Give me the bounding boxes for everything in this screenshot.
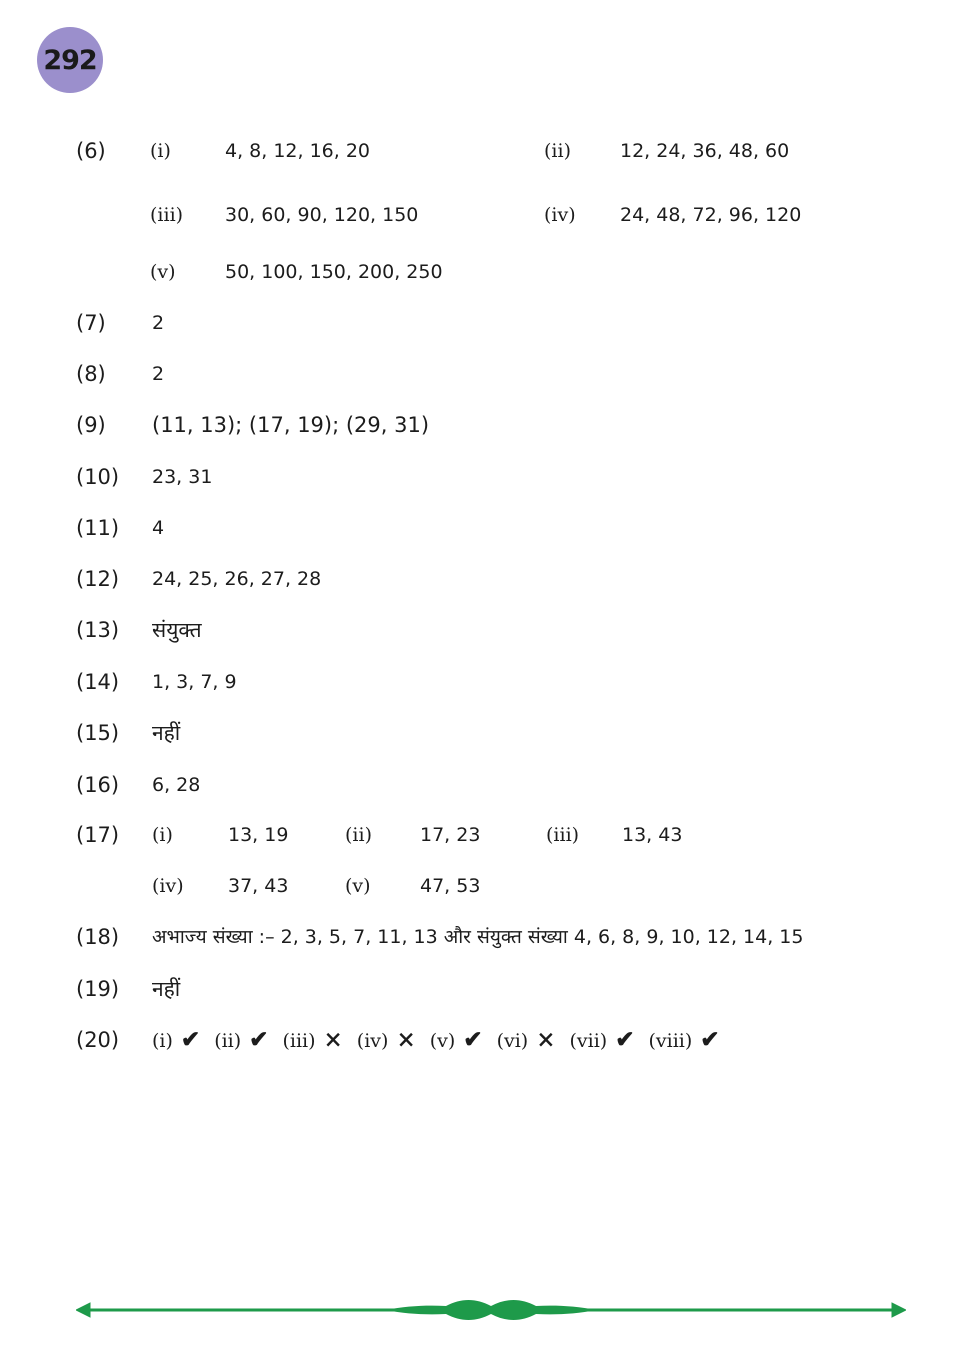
check-icon: ✔ bbox=[249, 1026, 269, 1053]
question-number: (18) bbox=[76, 925, 120, 949]
sub-label: (v) bbox=[429, 1030, 456, 1052]
sub-label: (iv) bbox=[152, 875, 184, 897]
cross-icon: × bbox=[536, 1026, 556, 1053]
sub-answer: 12, 24, 36, 48, 60 bbox=[620, 140, 790, 162]
question-number: (20) bbox=[76, 1028, 120, 1052]
sub-answer: 13, 43 bbox=[622, 824, 683, 846]
answer-14 bbox=[0, 666, 956, 700]
sub-answer: 17, 23 bbox=[420, 824, 481, 846]
check-icon: ✔ bbox=[180, 1026, 201, 1053]
sub-label: (iii) bbox=[282, 1030, 316, 1052]
answer-6-row-2 bbox=[0, 199, 956, 233]
sub-label: (ii) bbox=[214, 1030, 242, 1052]
ornament-divider-icon bbox=[76, 1292, 906, 1328]
answer-13 bbox=[0, 614, 956, 648]
sub-label: (iv) bbox=[544, 204, 576, 226]
answer-19 bbox=[0, 973, 956, 1007]
sub-answer: 37, 43 bbox=[228, 875, 289, 897]
check-icon: ✔ bbox=[615, 1026, 635, 1053]
answer-text: नहीं bbox=[152, 977, 181, 1001]
sub-label: (iv) bbox=[356, 1030, 389, 1052]
question-number: (6) bbox=[76, 139, 106, 163]
answer-text: 6, 28 bbox=[152, 774, 201, 796]
question-number: (15) bbox=[76, 721, 120, 745]
sub-answer: 30, 60, 90, 120, 150 bbox=[225, 204, 419, 226]
tf-item bbox=[497, 1024, 556, 1057]
question-number: (17) bbox=[76, 823, 120, 847]
sub-answer: 13, 19 bbox=[228, 824, 289, 846]
check-icon: ✔ bbox=[700, 1026, 720, 1053]
answer-text: 4 bbox=[152, 517, 165, 539]
answer-text: संयुक्त bbox=[152, 618, 202, 642]
answer-text: (11, 13); (17, 19); (29, 31) bbox=[152, 413, 430, 437]
answer-8 bbox=[0, 358, 956, 392]
sub-label: (i) bbox=[152, 824, 173, 846]
sub-label: (i) bbox=[152, 1030, 173, 1052]
check-icon: ✔ bbox=[463, 1026, 483, 1053]
sub-answer: 47, 53 bbox=[420, 875, 481, 897]
question-number: (12) bbox=[76, 567, 120, 591]
sub-label: (iii) bbox=[546, 824, 580, 846]
answer-text: अभाज्य संख्या :– 2, 3, 5, 7, 11, 13 और संयुक्त संख्या 4, 6, 8, 9, 10, 12, 14, 15 bbox=[152, 926, 804, 948]
answer-17-row-1 bbox=[0, 819, 956, 853]
answer-16 bbox=[0, 769, 956, 803]
question-number: (8) bbox=[76, 362, 106, 386]
answer-12 bbox=[0, 563, 956, 597]
sub-answer: 50, 100, 150, 200, 250 bbox=[225, 261, 443, 283]
true-false-list bbox=[152, 1024, 734, 1057]
sub-label: (vi) bbox=[496, 1030, 529, 1052]
sub-label: (ii) bbox=[345, 824, 372, 846]
answer-10 bbox=[0, 461, 956, 495]
tf-item bbox=[152, 1024, 200, 1057]
page-number: 292 bbox=[43, 45, 97, 76]
tf-item bbox=[282, 1024, 342, 1057]
answer-20 bbox=[0, 1024, 956, 1058]
sub-label: (v) bbox=[345, 875, 371, 897]
answer-text: 2 bbox=[152, 363, 165, 385]
sub-label: (viii) bbox=[648, 1030, 693, 1052]
page-number-badge bbox=[37, 27, 103, 93]
answer-18 bbox=[0, 921, 956, 955]
answer-text: 2 bbox=[152, 312, 165, 334]
answer-text: 1, 3, 7, 9 bbox=[152, 671, 237, 693]
answer-11 bbox=[0, 512, 956, 546]
answer-text: नहीं bbox=[152, 721, 181, 745]
sub-answer: 4, 8, 12, 16, 20 bbox=[225, 140, 371, 162]
sub-label: (i) bbox=[150, 140, 171, 162]
sub-label: (v) bbox=[150, 261, 176, 283]
tf-item bbox=[430, 1024, 483, 1057]
tf-item bbox=[214, 1024, 268, 1057]
answer-9 bbox=[0, 409, 956, 443]
answer-text: 24, 25, 26, 27, 28 bbox=[152, 568, 322, 590]
answer-6-row-3 bbox=[0, 256, 956, 290]
question-number: (13) bbox=[76, 618, 120, 642]
question-number: (19) bbox=[76, 977, 120, 1001]
sub-label: (iii) bbox=[150, 204, 184, 226]
question-number: (14) bbox=[76, 670, 120, 694]
answer-7 bbox=[0, 307, 956, 341]
answer-17-row-2 bbox=[0, 870, 956, 904]
question-number: (11) bbox=[76, 516, 120, 540]
tf-item bbox=[357, 1024, 416, 1057]
sub-answer: 24, 48, 72, 96, 120 bbox=[620, 204, 802, 226]
question-number: (16) bbox=[76, 773, 120, 797]
answer-text: 23, 31 bbox=[152, 466, 213, 488]
cross-icon: × bbox=[396, 1026, 416, 1053]
question-number: (7) bbox=[76, 311, 106, 335]
sub-label: (ii) bbox=[544, 140, 571, 162]
answer-15 bbox=[0, 717, 956, 751]
cross-icon: × bbox=[323, 1026, 343, 1053]
answer-6-row-1 bbox=[0, 135, 956, 169]
sub-label: (vii) bbox=[569, 1030, 608, 1052]
tf-item bbox=[648, 1024, 719, 1057]
question-number: (9) bbox=[76, 413, 106, 437]
question-number: (10) bbox=[76, 465, 120, 489]
tf-item bbox=[569, 1024, 634, 1057]
